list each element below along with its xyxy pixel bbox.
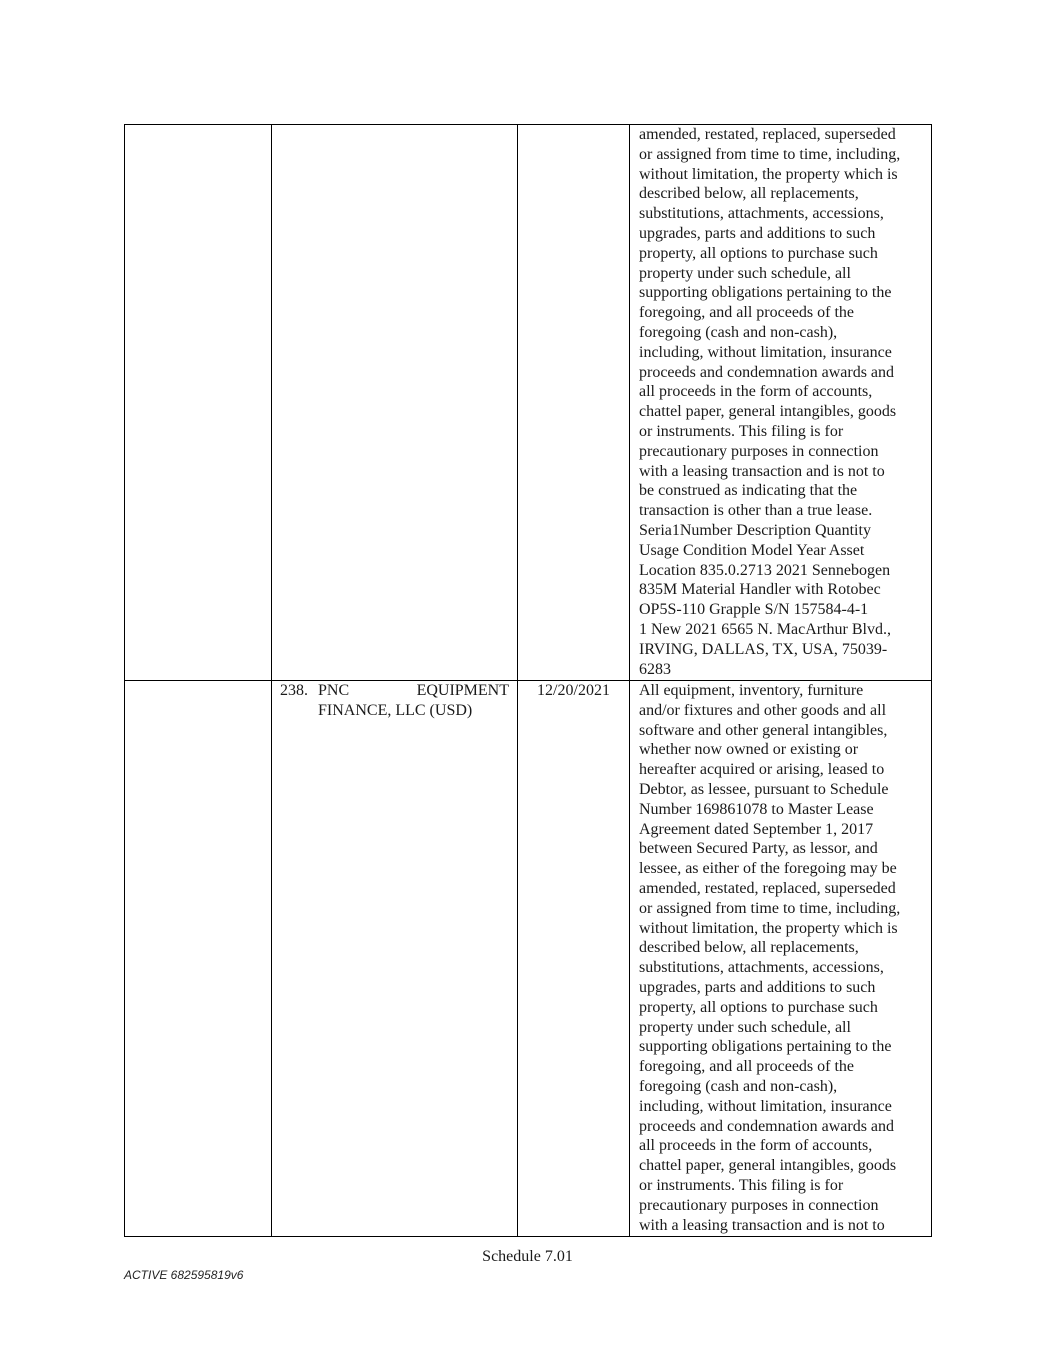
- collateral-description: amended, restated, replaced, superseded or assigned from time to time, including, without limitation, the property which is described below, all replacements, substitutions, attachments, accessions, upgrades, parts and additions to such property, all options to purchase such property under such schedule, all supporting obligations pertaining to the foregoing, and all proceeds of the foregoing (cash and non-cash), including, without limitation, insurance proceeds and condemnation awards and all proceeds in the form of accounts, chattel paper, general intangibles, goods or instruments. This filing is for precautionary purposes in connection with a leasing transaction and is not to be construed as indicating that the transaction is other than a true lease. Seria1Number Description Quantity Usage Condition Model Year Asset Location 835.0.2713 2021 Sennebogen 835M Material Handler with Rotobec OP5S-110 Grapple S/N 157584-4-1 1 New 2021 6565 N. MacArthur Blvd., IRVING, DALLAS, TX, USA, 75039- 6283: [639, 126, 901, 678]
- filing-date: 12/20/2021: [537, 682, 610, 699]
- debtor-cell: [125, 681, 272, 1237]
- filing-date-cell: [518, 125, 630, 681]
- secured-party: [272, 681, 517, 721]
- collateral-description-cell: [630, 681, 932, 1237]
- secured-party-cell: [272, 125, 518, 681]
- secured-party-cell: [272, 681, 518, 1237]
- document-id: ACTIVE 682595819v6: [124, 1268, 244, 1282]
- collateral-description: All equipment, inventory, furniture and/or fixtures and other goods and all software and other general intangibles, whether now owned or existing or hereafter acquired or arising, leased to Debtor, as lessee, pursuant to Schedule Number 169861078 to Master Lease Agreement dated September 1, 2017 between Secured Party, as lessor, and lessee, as either of the foregoing may be amended, restated, replaced, superseded or assigned from time to time, including, without limitation, the property which is described below, all replacements, substitutions, attachments, accessions, upgrades, parts and additions to such property, all options to purchase such property under such schedule, all supporting obligations pertaining to the foregoing, and all proceeds of the foregoing (cash and non-cash), including, without limitation, insurance proceeds and condemnation awards and all proceeds in the form of accounts, chattel paper, general intangibles, goods or instruments. This filing is for precautionary purposes in connection with a leasing transaction and is not to: [639, 682, 901, 1234]
- debtor-cell: [125, 125, 272, 681]
- schedule-footer-label: Schedule 7.01: [482, 1248, 573, 1265]
- schedule-table: [124, 124, 932, 1237]
- filing-date-cell: [518, 681, 630, 1237]
- table-row: [125, 125, 932, 681]
- table-row: [125, 681, 932, 1237]
- collateral-description-cell: [630, 125, 932, 681]
- secured-party-name: PNC EQUIPMENT FINANCE, LLC (USD): [318, 682, 509, 719]
- entry-number: 238.: [280, 682, 308, 699]
